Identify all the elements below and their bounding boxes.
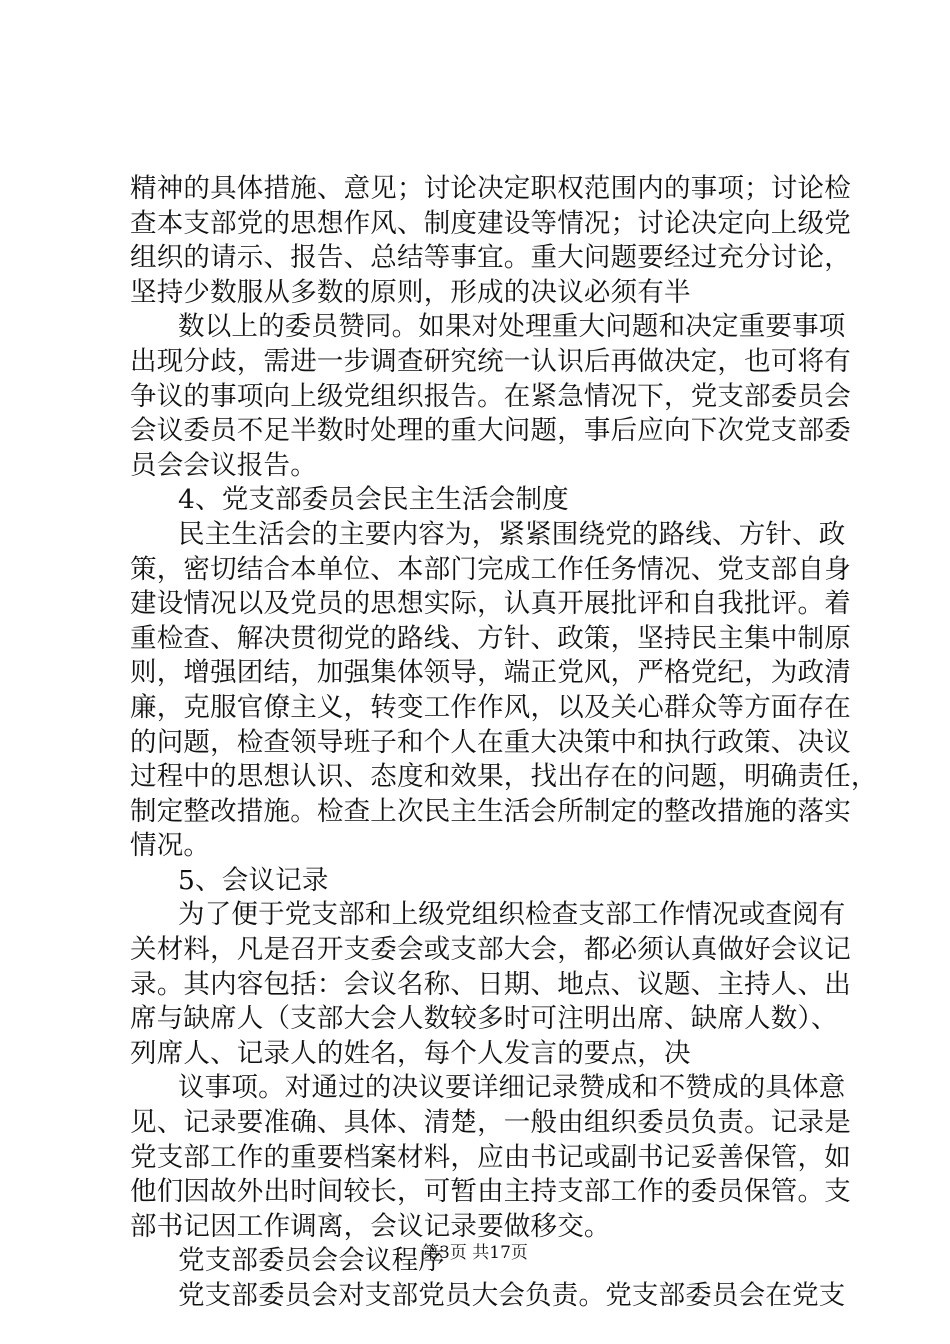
text-line: 员会会议报告。 [130,449,317,481]
text-line: 重检查、解决贯彻党的路线、方针、政策，坚持民主集中制原 [130,622,851,654]
text-line: 则，增强团结，加强集体领导，端正党风，严格党纪，为政清 [130,657,851,689]
text-line: 关材料，凡是召开支委会或支部大会，都必须认真做好会议记 [130,934,851,966]
text-line: 5、会议记录 [178,864,329,896]
text-line: 情况。 [130,830,211,862]
text-line: 廉，克服官僚主义，转变工作作风，以及关心群众等方面存在 [130,691,851,723]
text-line: 党支部委员会对支部党员大会负责。党支部委员会在党支 [178,1280,846,1311]
text-line: 的问题，检查领导班子和个人在重大决策中和执行政策、决议 [130,726,851,758]
text-line: 制定整改措施。检查上次民主生活会所制定的整改措施的落实 [130,795,851,827]
text-line: 策，密切结合本单位、本部门完成工作任务情况、党支部自身 [130,553,851,585]
text-line: 民主生活会的主要内容为，紧紧围绕党的路线、方针、政 [178,518,846,550]
text-line: 见、记录要准确、具体、清楚，一般由组织委员负责。记录是 [130,1107,851,1139]
text-line: 他们因故外出时间较长，可暂由主持支部工作的委员保管。支 [130,1176,851,1208]
text-line: 党支部工作的重要档案材料，应由书记或副书记妥善保管，如 [130,1141,851,1173]
text-line: 坚持少数服从多数的原则，形成的决议必须有半 [130,276,691,308]
text-line: 为了便于党支部和上级党组织检查支部工作情况或查阅有 [178,899,846,931]
text-line: 会议委员不足半数时处理的重大问题，事后应向下次党支部委 [130,415,851,447]
text-line: 议事项。对通过的决议要详细记录赞成和不赞成的具体意 [178,1072,846,1104]
text-line: 争议的事项向上级党组织报告。在紧急情况下，党支部委员会 [130,380,851,412]
page-footer: 第3页 共17页 [422,1243,528,1263]
text-line: 精神的具体措施、意见；讨论决定职权范围内的事项；讨论检 [130,173,851,204]
text-line: 出现分歧，需进一步调查研究统一认识后再做决定，也可将有 [130,345,851,377]
text-line: 4、党支部委员会民主生活会制度 [178,484,569,516]
text-line: 组织的请示、报告、总结等事宜。重大问题要经过充分讨论， [130,242,851,274]
text-line: 席与缺席人（支部大会人数较多时可注明出席、缺席人数）、 [130,1003,838,1035]
text-line: 列席人、记录人的姓名，每个人发言的要点，决 [130,1037,691,1069]
text-line: 录。其内容包括：会议名称、日期、地点、议题、主持人、出 [130,968,851,1000]
document-body [130,172,878,1314]
text-line: 党支部委员会会议程序 [178,1245,445,1277]
text-line: 过程中的思想认识、态度和效果，找出存在的问题，明确责任， [130,761,878,793]
text-line: 数以上的委员赞同。如果对处理重大问题和决定重要事项 [178,311,846,343]
text-line: 部书记因工作调离，会议记录要做移交。 [130,1210,611,1242]
text-line: 查本支部党的思想作风、制度建设等情况；讨论决定向上级党 [130,207,851,239]
text-line: 建设情况以及党员的思想实际，认真开展批评和自我批评。着 [130,588,851,620]
